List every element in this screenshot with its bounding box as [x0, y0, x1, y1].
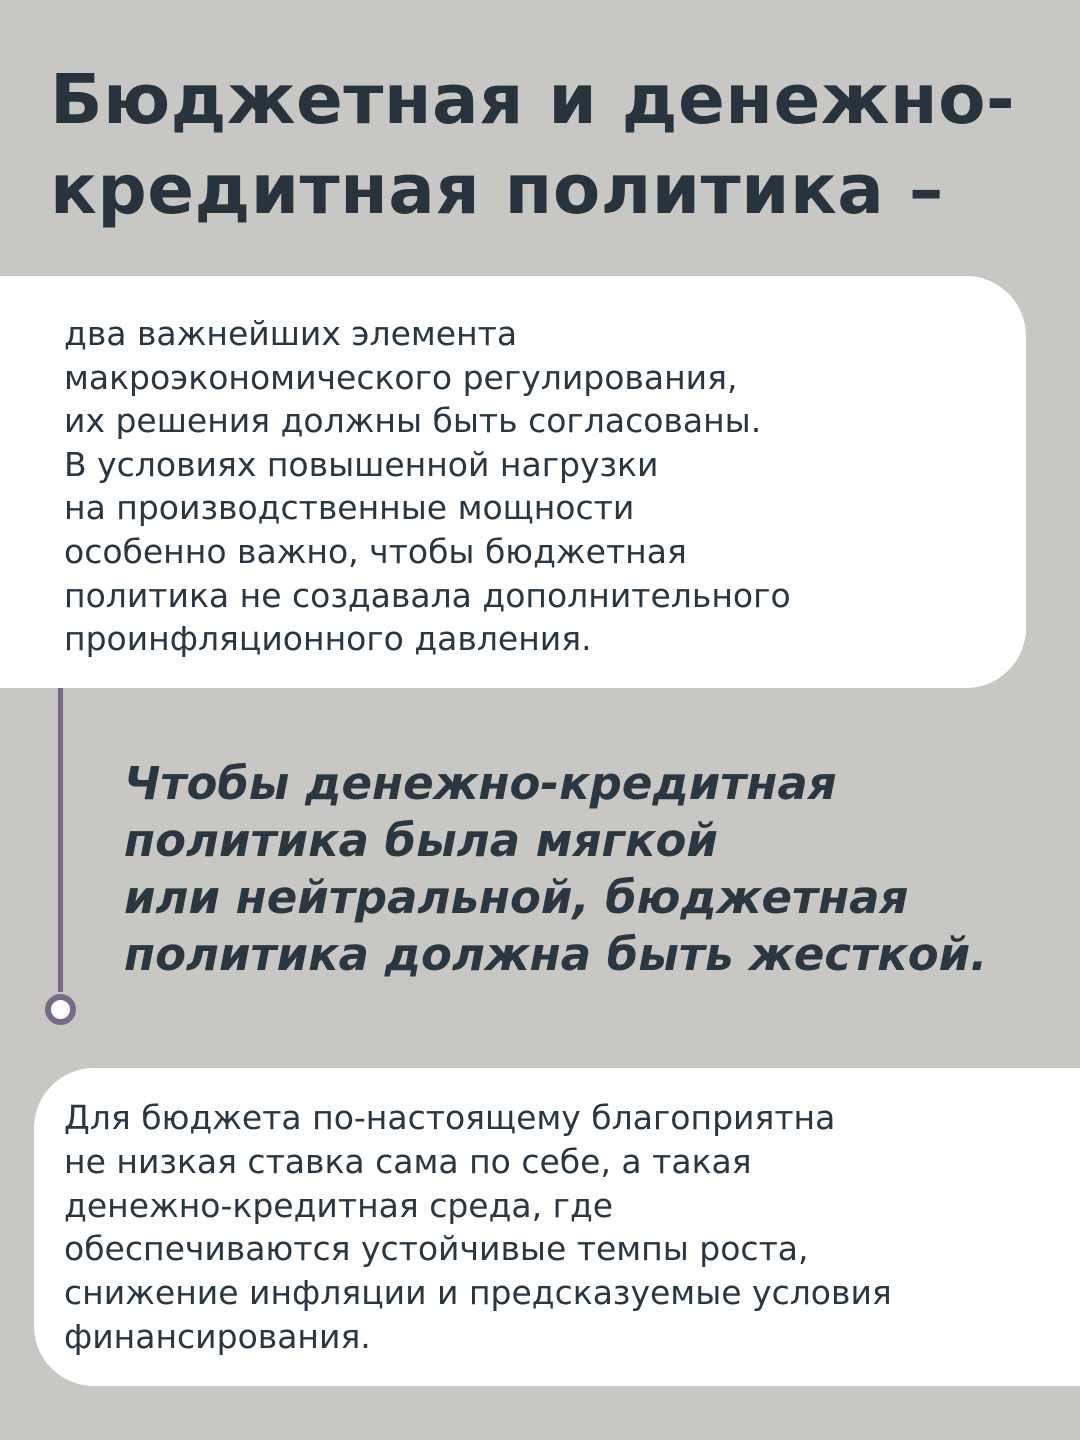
key-statement-line: политика должна быть жесткой. — [124, 928, 988, 981]
conclusion-line: финансирования. — [64, 1316, 371, 1356]
timeline-connector — [58, 688, 63, 992]
key-statement-line: Чтобы денежно-кредитная — [124, 757, 837, 810]
intro-line: их решения должны быть согласованы. — [64, 401, 762, 441]
intro-line: два важнейших элемента — [64, 314, 518, 353]
intro-line: особенно важно, чтобы бюджетная — [64, 531, 687, 571]
key-statement-line: или нейтральной, бюджетная — [124, 871, 909, 924]
conclusion-line: не низкая ставка сама по себе, а такая — [64, 1141, 752, 1181]
intro-line: политика не создавала дополнительного — [64, 575, 791, 615]
key-statement — [124, 755, 1064, 983]
conclusion-line: обеспечиваются устойчивые темпы роста, — [64, 1229, 809, 1269]
intro-line: макроэкономического регулирования, — [64, 357, 738, 397]
key-statement-line: политика была мягкой — [124, 814, 718, 867]
timeline-node-icon — [45, 994, 76, 1025]
intro-line: проинфляционного давления. — [64, 619, 592, 659]
conclusion-card-text — [64, 1096, 1074, 1359]
conclusion-line: денежно-кредитная среда, где — [64, 1185, 614, 1225]
intro-card-text — [64, 312, 1024, 661]
page-title — [50, 55, 1050, 235]
intro-line: В условиях повышенной нагрузки — [64, 444, 659, 484]
conclusion-line: Для бюджета по-настоящему благоприятна — [64, 1098, 836, 1137]
intro-line: на производственные мощности — [64, 488, 635, 528]
conclusion-line: снижение инфляции и предсказуемые условия — [64, 1273, 892, 1313]
title-line: Бюджетная и денежно- — [50, 60, 1016, 140]
title-line: кредитная политика – — [50, 150, 944, 230]
